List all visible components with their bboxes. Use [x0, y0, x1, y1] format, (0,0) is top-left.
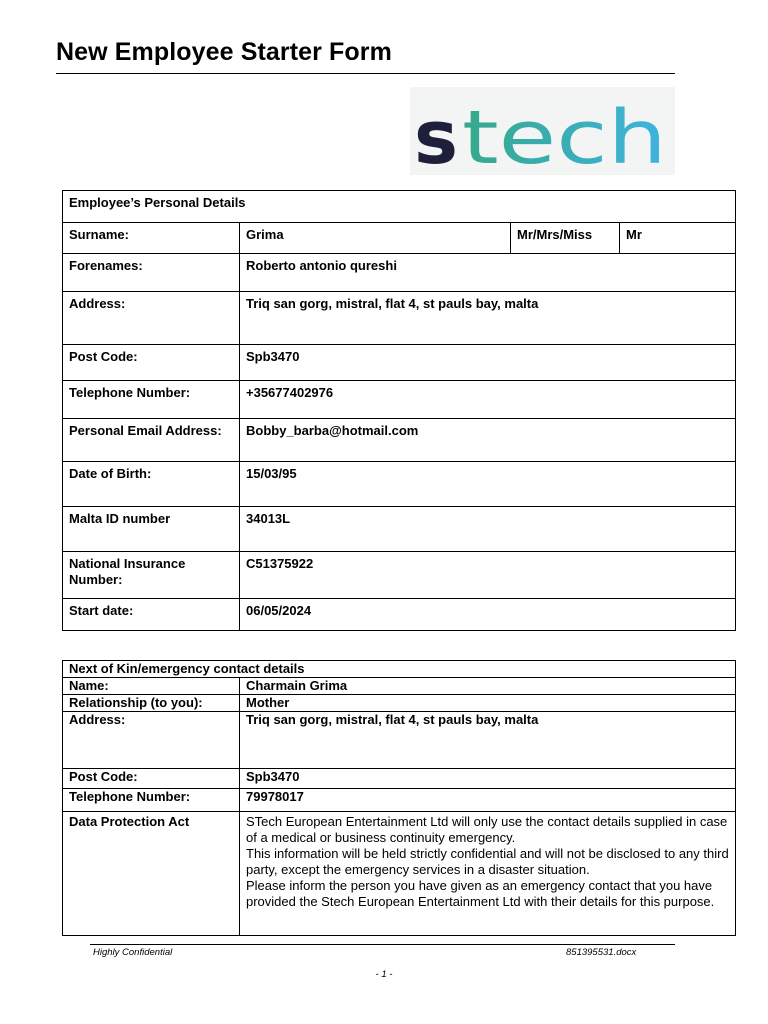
field-label: Post Code: [63, 345, 240, 381]
relationship-value: Mother [240, 695, 736, 712]
field-label: Address: [63, 292, 240, 345]
section-heading: Next of Kin/emergency contact details [63, 661, 736, 678]
data-protection-text: STech European Entertainment Ltd will only use the contact details supplied in case of a medical or business continuity emergency. This information will be held strictly confidential and will not be disclosed to any third party, except the emergency services in a disaster situation. Please inform the person you have given as an emergency contact that you have provided the Stech European Entertainment Ltd with their details for this purpose. [240, 812, 736, 936]
table-row [63, 419, 736, 462]
address-value: Triq san gorg, mistral, flat 4, st pauls bay, malta [240, 292, 736, 345]
next-of-kin-table [62, 660, 736, 936]
ni-value: C51375922 [240, 552, 736, 599]
section-heading: Employee’s Personal Details [63, 191, 736, 223]
field-label: Personal Email Address: [63, 419, 240, 462]
title-divider [56, 73, 675, 74]
table-row [63, 462, 736, 507]
email-value: Bobby_barba@hotmail.com [240, 419, 736, 462]
table-row [63, 769, 736, 789]
table-row [63, 812, 736, 936]
field-label: Telephone Number: [63, 381, 240, 419]
logo-letter-s: s [414, 95, 459, 175]
table-row [63, 191, 736, 223]
personal-details-table [62, 190, 736, 631]
table-row [63, 552, 736, 599]
field-label: Start date: [63, 599, 240, 631]
kin-telephone-value: 79978017 [240, 789, 736, 812]
table-row [63, 661, 736, 678]
kin-postcode-value: Spb3470 [240, 769, 736, 789]
company-logo [410, 87, 675, 175]
telephone-value: +35677402976 [240, 381, 736, 419]
title-value: Mr [620, 223, 736, 254]
field-label: Name: [63, 678, 240, 695]
table-row [63, 223, 736, 254]
field-label: Data Protection Act [63, 812, 240, 936]
malta-id-value: 34013L [240, 507, 736, 552]
footer-divider [90, 944, 675, 945]
table-row [63, 254, 736, 292]
page-number: - 1 - [375, 969, 393, 980]
stech-logo-icon [410, 87, 675, 175]
table-row [63, 789, 736, 812]
field-label: Surname: [63, 223, 240, 254]
field-label: Forenames: [63, 254, 240, 292]
kin-address-value: Triq san gorg, mistral, flat 4, st pauls bay, malta [240, 712, 736, 769]
forenames-value: Roberto antonio qureshi [240, 254, 736, 292]
table-row [63, 345, 736, 381]
footer-filename: 851395531.docx [566, 947, 637, 958]
field-label: Malta ID number [63, 507, 240, 552]
table-row [63, 292, 736, 345]
start-date-value: 06/05/2024 [240, 599, 736, 631]
table-row [63, 695, 736, 712]
logo-letters-tech: tech [462, 95, 667, 175]
footer-classification: Highly Confidential [93, 947, 173, 958]
table-row [63, 678, 736, 695]
table-row [63, 381, 736, 419]
field-label: Address: [63, 712, 240, 769]
field-label: Telephone Number: [63, 789, 240, 812]
page-title: New Employee Starter Form [56, 38, 392, 66]
field-label: Relationship (to you): [63, 695, 240, 712]
surname-value: Grima [240, 223, 511, 254]
table-row [63, 712, 736, 769]
kin-name-value: Charmain Grima [240, 678, 736, 695]
table-row [63, 599, 736, 631]
postcode-value: Spb3470 [240, 345, 736, 381]
field-label: Date of Birth: [63, 462, 240, 507]
field-label: National Insurance Number: [63, 552, 240, 599]
dob-value: 15/03/95 [240, 462, 736, 507]
table-row [63, 507, 736, 552]
field-label: Mr/Mrs/Miss [511, 223, 620, 254]
field-label: Post Code: [63, 769, 240, 789]
